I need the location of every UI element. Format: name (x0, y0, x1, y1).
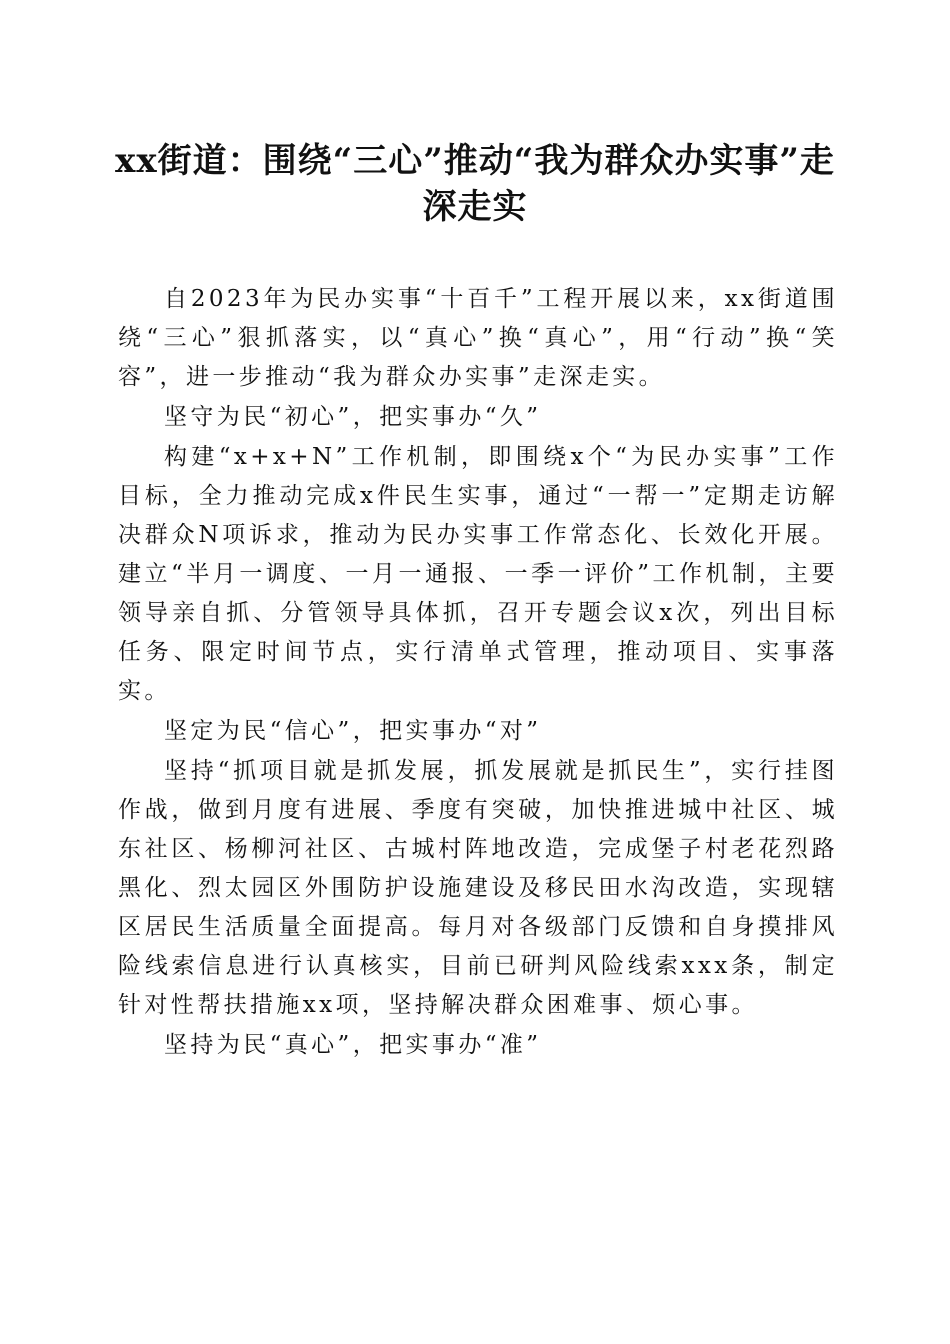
document-body (118, 280, 838, 1066)
paragraph-intro: 自2023年为民办实事“十百千”工程开展以来，xx街道围绕“三心”狠抓落实，以“真心”换“真心”，用“行动”换“笑容”，进一步推动“我为群众办实事”走深走实。 (118, 286, 838, 390)
section-heading-1: 坚守为民“初心”，把实事办“久” (164, 404, 542, 430)
paragraph-section-2: 坚持“抓项目就是抓发展，抓发展就是抓民生”，实行挂图作战，做到月度有进展、季度有突破，加快推进城中社区、城东社区、杨柳河社区、古城村阵地改造，完成堡子村老花烈路黑化、烈太园区外围防护设施建设及移民田水沟改造，实现辖区居民生活质量全面提高。每月对各级部门反馈和自身摸排风险线索信息进行认真核实，目前已研判风险线索xxx条，制定针对性帮扶措施xx项，坚持解决群众困难事、烦心事。 (118, 758, 838, 1018)
section-heading-3: 坚持为民“真心”，把实事办“准” (164, 1032, 542, 1058)
section-heading-2: 坚定为民“信心”，把实事办“对” (164, 718, 542, 744)
paragraph-section-1: 构建“x+x+N”工作机制，即围绕x个“为民办实事”工作目标，全力推动完成x件民生实事，通过“一帮一”定期走访解决群众N项诉求，推动为民办实事工作常态化、长效化开展。建立“半月一调度、一月一通报、一季一评价”工作机制，主要领导亲自抓、分管领导具体抓，召开专题会议x次，列出目标任务、限定时间节点，实行清单式管理，推动项目、实事落实。 (118, 444, 838, 704)
document-title: xx街道：围绕“三心”推动“我为群众办实事”走深走实 (115, 141, 835, 227)
